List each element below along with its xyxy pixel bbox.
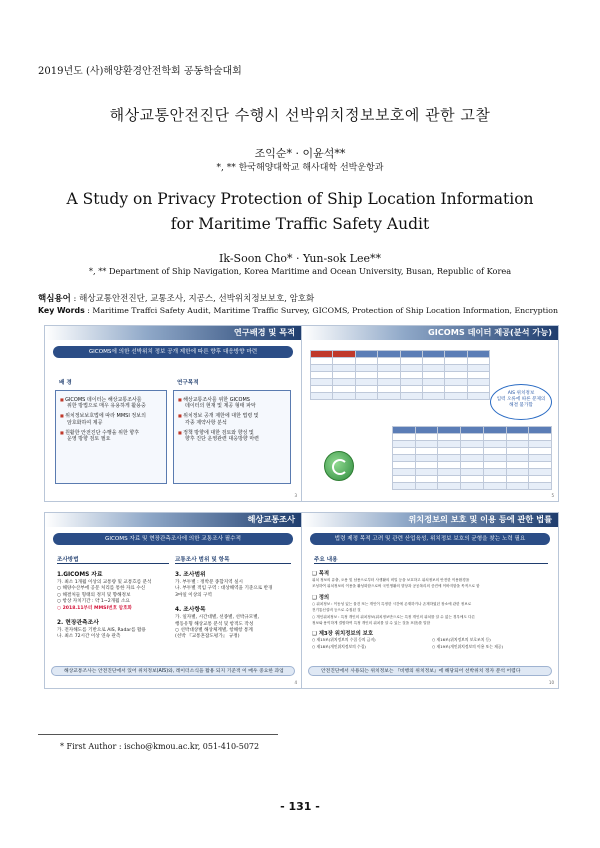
slide-header xyxy=(302,326,558,340)
slide-research-background xyxy=(44,325,302,502)
slide-banner: 법령 제정 목적 고려 및 관련 산업육성, 위치정보 보호의 균형을 찾는 노력 필요 xyxy=(310,533,550,545)
keywords-en-label: Key Words xyxy=(38,306,85,315)
slide-header xyxy=(45,326,301,340)
slide-footer-note: 해상교통조사는 안전진단에서 있어 위치정보(AIS)와, 레이더소식을 활용 되지 기준적 이 매우 중요한 과업 xyxy=(51,666,295,676)
keywords-ko-text: : 해상교통안전진단, 교통조사, 지공스, 선박위치정보보호, 암호화 xyxy=(70,294,315,304)
affiliation-english: *, ** Department of Ship Navigation, Korea Maritime and Ocean University, Busan, Republic of Korea xyxy=(88,266,512,276)
page-number: - 131 - xyxy=(280,800,320,813)
paper-title-english xyxy=(0,187,600,237)
slide-title: 위치정보의 보호 및 이용 등에 관한 법률 xyxy=(408,514,552,524)
law-content: ❑ 목적 위치 정보의 유출, 오용 및 남용으로부터 사생활의 비밀 등을 보호하고 위치정보의 안전한 이용환경을 조성하여 위치정보의 이용을 활성화함으로써 국민생활의 향상과 공공복리의 증진에 이바지함을 목적으로 함 ❑ 정의 ○ 위치정보 : 이동성 있는 물건 또는 개인이 특정한 시간에 존재하거나 존재하였던 장소에 관한 정보로 전기통신설비 등으로 수집된 것 ○ 개인위치정보 : 특정 개인의 위치정보(위치정보만으로는 특정 개인의 위치를 알 수 없는 경우에도 다른 정보와 용이하게 결합하여 특정 개인의 위치를 알 수 있는 것을 포함)를 말함 ❑ 제3장 위치정보의 보호 ○ 제15조(위치정보의 수집 등의 금지) ○ 제18조(개인위치정보의 수집) ○ 제16조(위치정보의 보호조치 등) ○ 제19조(개인위치정보의 이용 또는 제공) xyxy=(312,571,503,649)
scope-label: 교통조사 범위 및 항목 xyxy=(175,555,291,564)
keywords-korean xyxy=(38,292,314,304)
slide-header xyxy=(302,513,558,527)
data-table-top xyxy=(310,350,490,400)
authors-english: Ik-Soon Cho* · Yun-sok Lee** xyxy=(219,252,381,265)
method-label: 조사방법 xyxy=(57,555,169,564)
method-content: 1.GICOMS 자료 가. 최소 1개월 이상의 교통량 및 교통흐름 분석 ○ 해양수산부에 공문 처리를 통한 자료 수신 ○ 해결처들 형태의 정지 및 향해정보 ○ 항상 자치기간 : 약 1~2개월 소요 ○ 2018.11부터 MMSI번호 암호화 2. 현장관측조사 가. 전자해도를 기반으로 AIS, Radar를 활용 나. 최소 72시간 이상 연속 관측 xyxy=(57,572,152,640)
conference-header: 2019년도 (사)해양환경안전학회 공동학술대회 xyxy=(38,66,242,77)
background-box xyxy=(55,390,167,484)
slide-header xyxy=(45,513,301,527)
slide-footer-note: 안전진단에서 사용되는 위치정보는 『비행의 위치정보』에 해당되어 선박위치 정자 분석 어렵다 xyxy=(308,666,552,676)
slide-title: 해상교통조사 xyxy=(247,514,295,524)
bullet-item: ■ 원활한 안전진단 수행을 위한 향후 운영 방향 검토 필요 xyxy=(60,430,162,442)
slide-number: 3 xyxy=(294,493,297,498)
slide-number: 4 xyxy=(294,680,297,685)
slide-banner: GICOMS 자료 및 현장관측조사에 의한 교통조사 필수적 xyxy=(53,533,293,545)
refresh-arrows-icon xyxy=(324,451,354,481)
slide-number: 5 xyxy=(551,493,554,498)
data-table-bottom xyxy=(392,426,552,490)
slide-location-law xyxy=(301,512,559,689)
paper-title-korean: 해상교통안전진단 수행시 선박위치정보보호에 관한 고찰 xyxy=(109,106,491,124)
callout-bubble: AIS 위치정보 입력 오류에 따른 분제의 해결 불가함 xyxy=(490,384,552,420)
scope-content: 3. 조사범위 가. 부두별 : 정박분 종합지역 실시 나. 부두별 적임 구역 : 대상해역을 기준으로 반경 3마일 이상의 구역 4. 조사항목 가. 일자별, 시간대별, 선종별, 선박규모별, 행동유형 해상교통 분석 및 항적도 작성 ○ 선박대상별 해상체계별, 항해항 통계 (선박 『교통혼잡도평가』 규정) xyxy=(175,572,273,640)
title-en-line2: for Maritime Traffic Safety Audit xyxy=(170,215,430,233)
authors-korean: 조익순* · 이윤석** xyxy=(254,147,346,160)
bullet-item: ■ 정책 방향에 대한 검토와 향성 및 향후 진단 운영관련 대응방향 마련 xyxy=(178,430,286,442)
slide-number: 10 xyxy=(548,680,554,685)
footnote-divider xyxy=(38,734,278,735)
footnote: * First Author : ischo@kmou.ac.kr, 051-410-5072 xyxy=(60,742,260,751)
title-en-line1: A Study on Privacy Protection of Ship Location Information xyxy=(66,190,534,208)
slide-title: 연구배경 및 목적 xyxy=(233,327,295,337)
bullet-item: ■ 위치정보보호법에 따라 MMSI 정보의 암호화하여 제공 xyxy=(60,413,162,425)
bullet-item: ■ GICOMS 데이터는 해상교통조사를 위한 방법으로 매우 유용하게 활용중 xyxy=(60,397,162,409)
keywords-ko-label: 핵심용어 xyxy=(38,294,71,304)
keywords-english xyxy=(38,306,558,315)
slide-title: GICOMS 데이터 제공(분석 가능) xyxy=(428,327,552,337)
bullet-item: ■ 위치정보 공개 제한에 대한 법령 및 각종 제약사항 분석 xyxy=(178,413,286,425)
slide-traffic-survey xyxy=(44,512,302,689)
slide-gicoms-data xyxy=(301,325,559,502)
slide-banner: GICOMS에 의한 선박위치 정보 공개 제한에 따른 향후 대응방향 마련 xyxy=(53,346,293,358)
affiliation-korean: *, ** 한국해양대학교 해사대학 선박운항과 xyxy=(216,163,384,173)
keywords-en-text: : Maritime Traffci Safety Audit, Maritime Traffic Survey, GICOMS, Protection of Ship Location Information, Encryption xyxy=(84,306,558,315)
bullet-item: ■ 해상교통조사를 위한 GICOMS 데이터의 현재 및 제공 형태 파악 xyxy=(178,397,286,409)
purpose-box xyxy=(173,390,291,484)
purpose-label: 연구목적 xyxy=(177,380,199,386)
background-label: 배 경 xyxy=(59,380,72,386)
main-content-label: 주요 내용 xyxy=(314,555,548,564)
